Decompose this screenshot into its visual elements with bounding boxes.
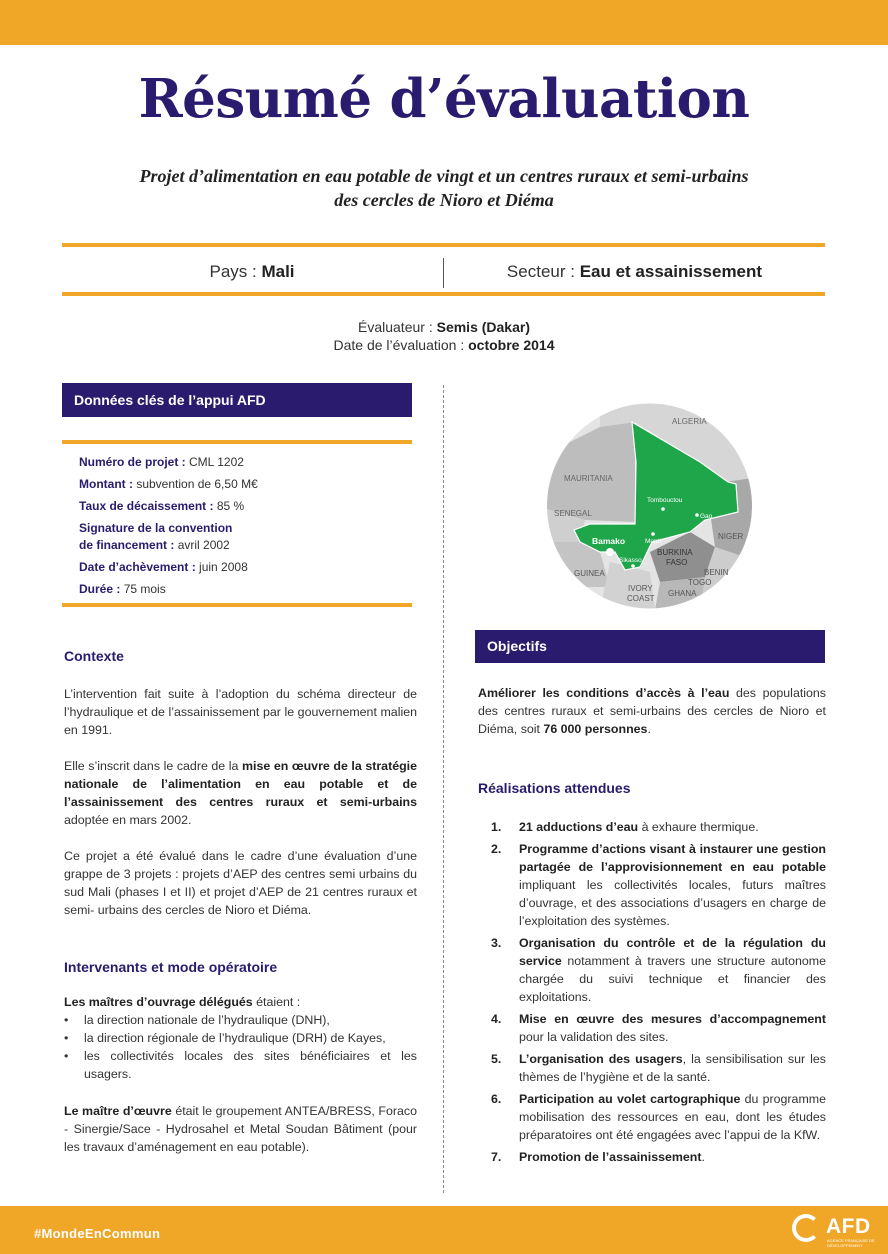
map-city-dot-mopti <box>651 532 655 536</box>
afd-logo-text: AFD <box>826 1215 871 1238</box>
evaluation-info <box>0 318 888 354</box>
list-item: • la direction nationale de l’hydraulique (DNH), <box>64 1011 417 1029</box>
stakeholders-intro: Les maîtres d’ouvrage délégués étaient : <box>64 995 301 1009</box>
key-data-rule-top <box>62 440 412 444</box>
context-paragraph-2: Elle s’inscrit dans le cadre de la mise en œuvre de la stratégie nationale de l’alimentation en eau potable et de l’assainissement des centres ruraux et semi-urbains adoptée en mars 2002. <box>64 759 417 827</box>
map-label-ghana: GHANA <box>668 589 697 598</box>
context-paragraph-1: L’intervention fait suite à l’adoption du schéma directeur de l’hydraulique et de l’assainissement par le gouvernement malien en 1991. <box>64 687 417 737</box>
page-subtitle <box>90 164 798 212</box>
key-data-list <box>79 454 409 603</box>
column-separator <box>443 385 444 1193</box>
divider-top <box>62 243 825 247</box>
afd-logo <box>790 1212 882 1250</box>
top-orange-band <box>0 0 888 45</box>
evaluator-label: Évaluateur : <box>358 319 437 335</box>
project-manager-paragraph: Le maître d’œuvre était le groupement ANTEA/BRESS, Foraco - Sinergie/Sace - Hydrosahel et Metal Soudan Bâtiment (pour les travaux d’aménagement en eau potable). <box>64 1104 417 1154</box>
map-city-tombouctou: Tombouctou <box>647 497 683 504</box>
key-data-row: Durée : 75 mois <box>79 582 166 596</box>
context-paragraph-3: Ce projet a été évalué dans le cadre d’une évaluation d’une grappe de 3 projets : projets d’AEP des centres semi urbains du sud Mali (phases I et II) et projet d’AEP de 21 centres ruraux et semi- urbains des cercles de Nioro et Diéma. <box>64 849 417 917</box>
key-data-row: Taux de décaissement : 85 % <box>79 499 245 513</box>
key-data-row: Montant : subvention de 6,50 M€ <box>79 477 258 491</box>
list-item: 4. Mise en œuvre des mesures d’accompagnement pour la validation des sites. <box>491 1012 826 1044</box>
map-label-coast: COAST <box>627 594 655 603</box>
list-item: 5. L’organisation des usagers, la sensibilisation sur les thèmes de l’hygiène et de la santé. <box>491 1052 826 1084</box>
sector-label: Secteur : <box>506 262 580 281</box>
objectives-heading: Objectifs <box>475 630 825 663</box>
date-label: Date de l’évaluation : <box>333 337 469 353</box>
map-city-bamako: Bamako <box>592 536 626 546</box>
list-item: 2. Programme d’actions visant à instaurer une gestion partagée de l’approvisionnement en eau potable impliquant les collectivités locales, futurs maîtres d’ouvrage, et des associations d’usagers en charge de l’exploitation des systèmes. <box>491 842 826 928</box>
expected-results-list <box>478 818 826 1170</box>
sector-field <box>444 262 825 282</box>
list-item: • les collectivités locales des sites bénéficiaires et les usagers. <box>64 1047 417 1083</box>
list-item: 6. Participation au volet cartographique du programme mobilisation des ressources en eau, dont les études préparatoires ont été engagées avec l’appui de la KfW. <box>491 1092 826 1142</box>
key-data-rule-bottom <box>62 603 412 607</box>
map-city-dot-gao <box>695 513 699 517</box>
map-label-senegal: SENEGAL <box>554 509 592 518</box>
country-value: Mali <box>261 262 295 281</box>
map-city-dot-sikasso <box>631 564 635 568</box>
country-label: Pays : <box>209 262 262 281</box>
map-label-ivory: IVORY <box>628 584 653 593</box>
context-heading: Contexte <box>64 648 124 664</box>
key-data-row: Numéro de projet : CML 1202 <box>79 455 244 469</box>
map-label-burkina: BURKINA <box>657 548 693 557</box>
mauritania-shape <box>540 422 635 522</box>
list-item: 3. Organisation du contrôle et de la régulation du service notamment à travers une structure autonome chargée du suivi technique et financier des exploitations. <box>491 936 826 1004</box>
page-title: Résumé d’évaluation <box>138 68 750 130</box>
subtitle-line-2: des cercles de Nioro et Diéma <box>334 190 554 210</box>
map-city-dot-tombouctou <box>661 507 665 511</box>
map-label-algeria: ALGERIA <box>672 417 707 426</box>
footer-hashtag: #MondeEnCommun <box>34 1226 161 1241</box>
objectives-paragraph: Améliorer les conditions d’accès à l’eau des populations des centres ruraux et semi-urbains des cercles de Nioro et Diéma, soit 76 000 personnes. <box>478 686 827 736</box>
expected-results-heading: Réalisations attendues <box>478 780 631 796</box>
map-city-dot-bamako <box>606 548 614 556</box>
map-label-mauritania: MAURITANIA <box>564 474 613 483</box>
sector-value: Eau et assainissement <box>579 262 763 281</box>
key-data-row: Signature de la convention de financement : avril 2002 <box>79 521 233 552</box>
list-item: 7. Promotion de l’assainissement. <box>491 1150 705 1164</box>
map-label-faso: FASO <box>666 558 688 567</box>
stakeholders-list <box>64 1011 417 1083</box>
evaluator-value: Semis (Dakar) <box>436 319 530 335</box>
afd-logo-ring-icon <box>792 1214 820 1242</box>
key-data-row: Date d’achèvement : juin 2008 <box>79 560 248 574</box>
list-item: 1. 21 adductions d’eau à exhaure thermique. <box>491 820 759 834</box>
divider-bottom <box>62 292 825 296</box>
subtitle-line-1: Projet d’alimentation en eau potable de vingt et un centres ruraux et semi-urbains <box>139 166 749 186</box>
map-city-gao: Gao <box>700 513 713 520</box>
map-label-togo: TOGO <box>688 578 712 587</box>
key-data-heading: Données clés de l’appui AFD <box>62 383 412 417</box>
map-label-benin: BENIN <box>704 568 729 577</box>
map-city-sikasso: Sikasso <box>619 557 642 564</box>
afd-logo-subtext: AGENCE FRANÇAISE DE DÉVELOPPEMENT <box>827 1238 875 1248</box>
country-field <box>62 262 442 282</box>
map-label-niger: NIGER <box>718 532 744 541</box>
list-item: • la direction régionale de l’hydraulique (DRH) de Kayes, <box>64 1029 417 1047</box>
map-label-guinea: GUINEA <box>574 569 605 578</box>
stakeholders-heading: Intervenants et mode opératoire <box>64 959 278 975</box>
mali-location-map <box>540 402 759 610</box>
map-city-mopti: Mopti <box>645 538 661 545</box>
date-value: octobre 2014 <box>468 337 555 353</box>
